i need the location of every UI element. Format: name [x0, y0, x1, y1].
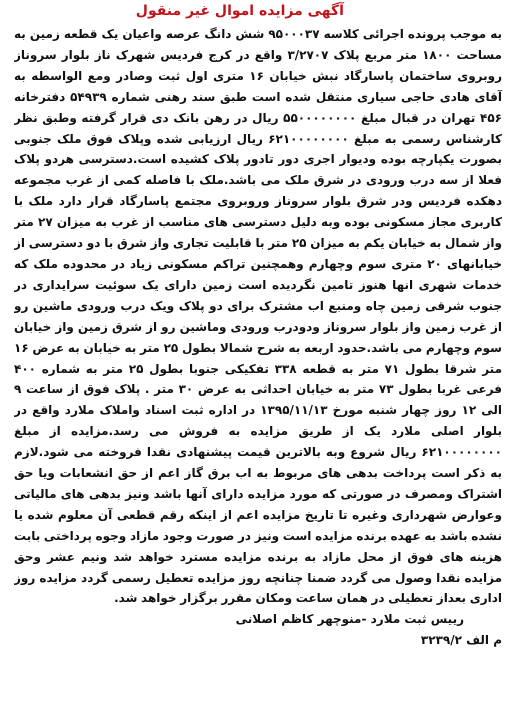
notice-title: آگهی مزایده اموال غیر منقول [135, 3, 344, 19]
notice-body: به موجب پرونده اجرائی کلاسه ۹۵۰۰۰۳۷ شش دانگ عرصه واعیان یک قطعه زمین به مساحت ۱۸۰۰ متر مربع پلاک ۳/۲۷۰۷ واقع در کرج فردیس شهرک ناز بلوار سروناز روبروی ساختمان پاسارگاد نبش خیابان ۱۶ متری اول ثبت وصادر ومع الواسطه به آقای هادی حاجی سیاری منتقل شده است طبق سند رهنی شماره ۵۴۹۳۹ دفترخانه ۴۵۶ تهران در قبال مبلغ ۵۵۰۰۰۰۰۰۰۰ ریال در رهن بانک دی قرار گرفته وطبق نظر کارشناس رسمی به مبلغ ۶۲۱۰۰۰۰۰۰۰۰ ریال ارزیابی شده وپلاک فوق ملک جنوبی بصورت یکپارچه بوده ودیوار اجری دور تادور پلاک کشیده است.دسترسی هردو پلاک فعلا از سه درب ورودی در شرق ملک می باشد.ملک با فاصله کمی از غرب مجموعه دهکده فردیس ودر شرق بلوار سروناز وروبروی مجتمع پاسارگاد قرار دارد ملک با کاربری مجاز مسکونی بوده وبه دلیل دسترسی های مناسب از غرب به میزان ۲۷ متر واز شمال به خیابان یکم به میزان ۲۵ متر با قابلیت تجاری واز شرق با دو دسترسی از خیابانهای ۲۰ متری سوم وچهارم وهمچنین تراکم مسکونی زیاد در محدوده ملک که خدمات شهری انها هنوز تامین نگردیده است زمین دارای یک سوئیت سرایداری در جنوب شرقی زمین چاه ومنبع اب مشترک برای دو پلاک ویک درب ورودی ماشین رو از غرب زمین واز بلوار سروناز ودودرب ورودی وماشین رو از شرق زمین واز خیابان سوم وچهارم می باشد.حدود اربعه به شرح شمالا بطول ۲۵ متر به خیابان به عرض ۱۶ متر شرقا بطول ۷۱ متر به قطعه ۳۳۸ تفکیکی جنوبا بطول ۲۵ متر به شماره ۴۰۰ فرعی غربا بطول ۷۳ متر به خیابان احداثی به عرض ۳۰ متر . پلاک فوق از ساعت ۹ الی ۱۲ روز چهار شنبه مورخ ۱۳۹۵/۱۱/۱۳ در اداره ثبت اسناد واملاک ملارد واقع در بلوار اصلی ملارد یک از طریق مزایده به فروش می رسد.مزایده از مبلغ ۶۲۱۰۰۰۰۰۰۰۰ ریال شروع وبه بالاترین قیمت پیشنهادی نقدا فروخته می شود.لازم به ذکر است پرداخت بدهی های مربوط به اب برق گاز اعم از حق انشعابات ویا حق اشتراک ومصرف در صورتی که مورد مزایده دارای آنها باشد ونیز بدهی های مالیاتی وعوارض شهرداری وغیره تا تاریخ مزایده اعم از اینکه رقم قطعی آن معلوم شده یا نشده باشد به عهده برنده مزایده است ونیز در صورت وجود مازاد وجوه پرداختی بابت هزینه های فوق از محل مازاد به برنده مزایده مسترد خواهد شد ونیم عشر وحق مزایده نقدا وصول می گردد ضمنا چنانچه روز مزایده تعطیل رسمی گردد مزایده روز اداری بعداز تعطیلی در همان ساعت ومکان مقرر برگزار خواهد شد. [14, 27, 503, 606]
notice-reference-number: م الف ۳۲۳۹/۲ [420, 633, 502, 648]
auction-notice [14, 0, 504, 704]
notice-signature: رییس ثبت ملارد -منوچهر کاظم اصلانی [235, 612, 464, 627]
